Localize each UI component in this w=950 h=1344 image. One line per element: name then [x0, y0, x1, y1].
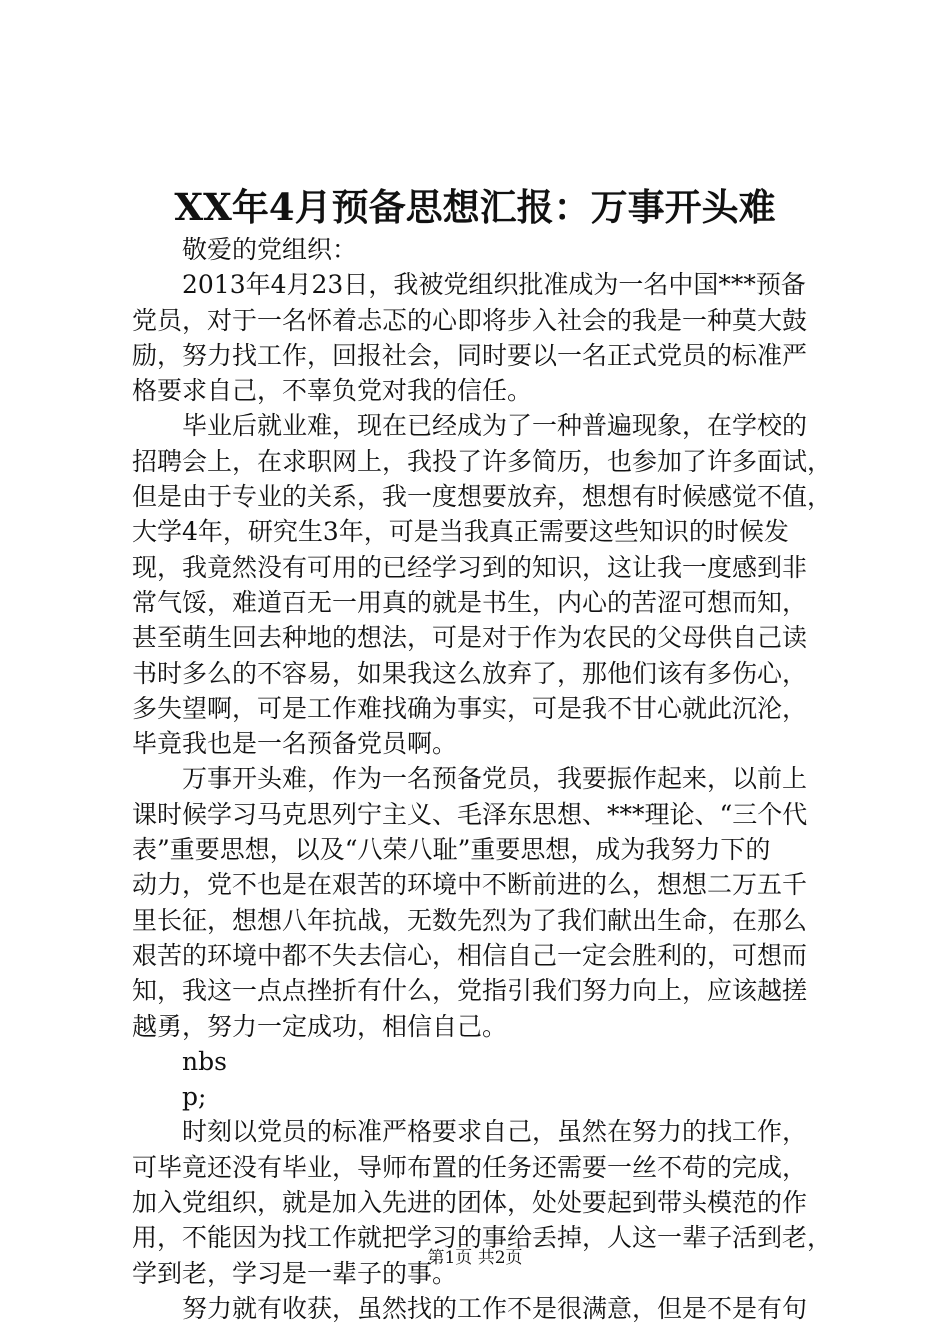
paragraph-line: 党员，对于一名怀着忐忑的心即将步入社会的我是一种莫大鼓 [132, 305, 808, 335]
paragraph-line: 招聘会上，在求职网上，我投了许多简历，也参加了许多面试， [132, 446, 833, 476]
paragraph-line: 格要求自己，不辜负党对我的信任。 [132, 376, 533, 406]
paragraph-line: 常气馁，难道百无一用真的就是书生，内心的苦涩可想而知， [132, 587, 808, 617]
paragraph-line: 表”重要思想，以及“八荣八耻”重要思想，成为我努力下的 [132, 835, 771, 865]
paragraph-line: 但是由于专业的关系，我一度想要放弃，想想有时候感觉不值， [132, 482, 833, 512]
paragraph-line: 用，不能因为找工作就把学习的事给丢掉，人这一辈子活到老， [132, 1223, 833, 1253]
paragraph-line: 书时多么的不容易，如果我这么放弃了，那他们该有多伤心， [132, 658, 808, 688]
paragraph-line: 学到老，学习是一辈子的事。 [132, 1258, 458, 1288]
paragraph-line: 大学4年，研究生3年，可是当我真正需要这些知识的时候发 [132, 517, 789, 547]
document-body [132, 232, 832, 1326]
paragraph-line: 多失望啊，可是工作难找确为事实，可是我不甘心就此沉沦， [132, 693, 808, 723]
paragraph-line: 时刻以党员的标准严格要求自己，虽然在努力的找工作， [182, 1117, 808, 1147]
paragraph-line: 2013年4月23日，我被党组织批准成为一名中国***预备 [182, 270, 806, 300]
paragraph-line: nbs [182, 1046, 227, 1076]
paragraph-line: 艰苦的环境中都不失去信心，相信自己一定会胜利的，可想而 [132, 940, 808, 970]
paragraph-line: 里长征，想想八年抗战，无数先烈为了我们献出生命，在那么 [132, 905, 808, 935]
page-footer: 第1页 共2页 [427, 1248, 523, 1268]
paragraph-line: 努力就有收获，虽然找的工作不是很满意，但是不是有句 [182, 1293, 808, 1323]
document-title: XX年4月预备思想汇报：万事开头难 [174, 185, 776, 229]
paragraph-line: 毕业后就业难，现在已经成为了一种普遍现象，在学校的 [182, 411, 808, 441]
paragraph-line: p; [182, 1082, 207, 1112]
paragraph-line: 课时候学习马克思列宁主义、毛泽东思想、***理论、“三个代 [132, 799, 808, 829]
paragraph-line: 知，我这一点点挫折有什么，党指引我们努力向上，应该越搓 [132, 976, 808, 1006]
paragraph-line: 毕竟我也是一名预备党员啊。 [132, 729, 458, 759]
paragraph-line: 甚至萌生回去种地的想法，可是对于作为农民的父母供自己读 [132, 623, 808, 653]
paragraph-line: 励，努力找工作，回报社会，同时要以一名正式党员的标准严 [132, 340, 808, 370]
paragraph-line: 动力，党不也是在艰苦的环境中不断前进的么，想想二万五千 [132, 870, 808, 900]
salutation: 敬爱的党组织： [182, 235, 358, 264]
paragraph-line: 加入党组织，就是加入先进的团体，处处要起到带头模范的作 [132, 1188, 808, 1218]
paragraph-line: 现，我竟然没有可用的已经学习到的知识，这让我一度感到非 [132, 552, 808, 582]
paragraph-line: 万事开头难，作为一名预备党员，我要振作起来，以前上 [182, 764, 808, 794]
paragraph-line: 越勇，努力一定成功，相信自己。 [132, 1011, 508, 1041]
paragraph-line: 可毕竟还没有毕业，导师布置的任务还需要一丝不苟的完成， [132, 1152, 808, 1182]
